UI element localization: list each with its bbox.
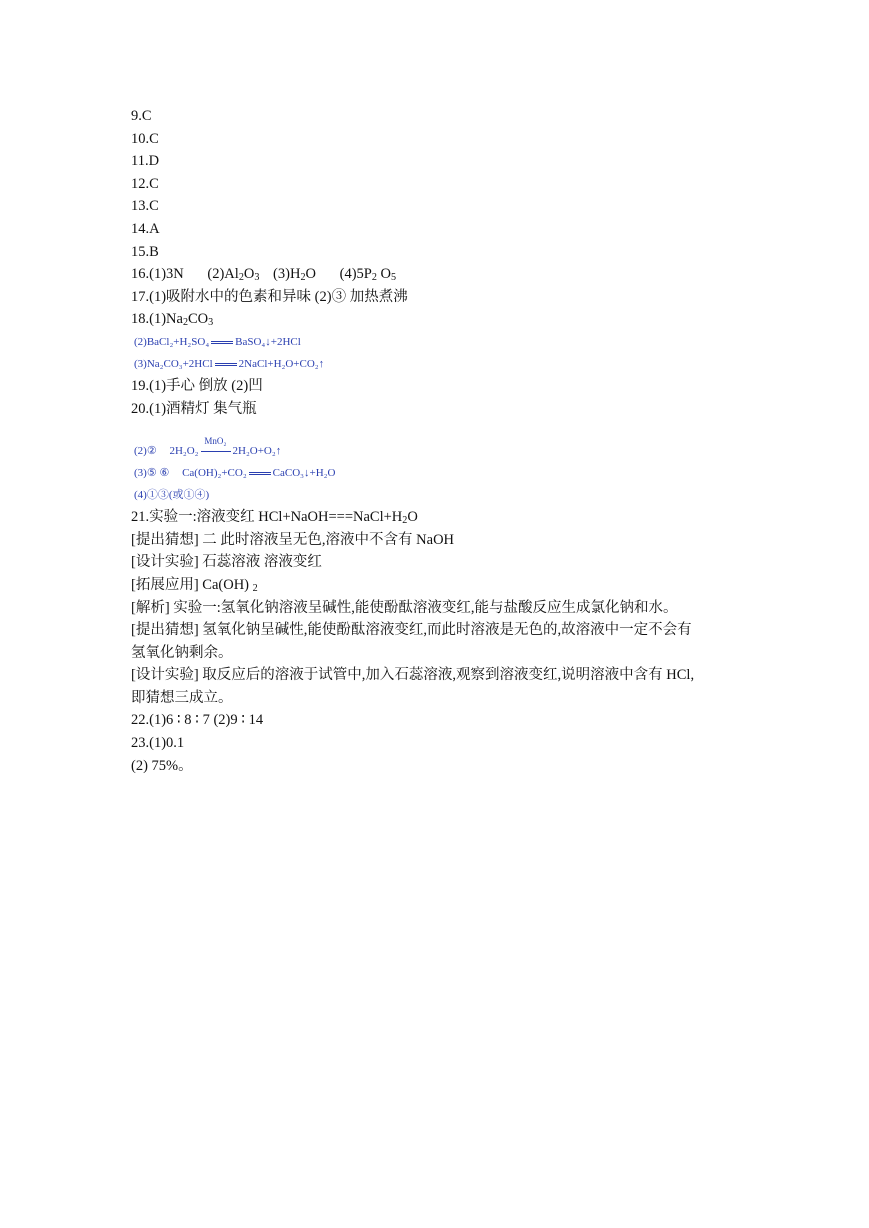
answer-list <box>131 105 751 777</box>
answer-21-analysis-design-cont: 即猜想三成立。 <box>131 689 233 706</box>
answer-18-equation-2: (2)BaCl₂+H₂SO₄ BaSO₄↓+2HCl <box>134 335 301 348</box>
answer-17: 17.(1)吸附水中的色素和异味 (2)③ 加热煮沸 <box>131 288 408 305</box>
answer-20-equation-3: (3)⑤ ⑥ Ca(OH)₂+CO₂ CaCO₃↓+H₂O <box>134 467 336 480</box>
answer-21-application: [拓展应用] Ca(OH) $_2$ <box>131 576 258 594</box>
answer-21-analysis-hypothesis: [提出猜想] 氢氧化钠呈碱性,能使酚酞溶液变红,而此时溶液是无色的,故溶液中一定不会有 <box>131 622 692 639</box>
answer-21-design: [设计实验] 石蕊溶液 溶液变红 <box>131 554 322 571</box>
answer-21-hypothesis: [提出猜想] 二 此时溶液呈无色,溶液中不含有 NaOH <box>131 531 455 548</box>
answer-21-analysis-design: [设计实验] 取反应后的溶液于试管中,加入石蕊溶液,观察到溶液变红,说明溶液中含有 HCl, <box>131 667 695 684</box>
answer-21-1: 21.实验一:溶液变红 $HCl+NaOH===NaCl+H_2O$ <box>131 509 418 527</box>
answer-11: 11.D <box>131 153 160 170</box>
answer-10: 10.C <box>131 130 159 147</box>
answer-18-equation-3: (3)Na₂CO₃+2HCl 2NaCl+H₂O+CO₂↑ <box>134 357 325 370</box>
answer-16: 16.(1)3N $(2)Al_2O_3$ $(3)H_2O$ $(4)5P_2$ $O_5$ <box>131 266 397 284</box>
answer-15: 15.B <box>131 243 159 260</box>
answer-20-4: (4)①③(或①④) <box>134 489 210 502</box>
equals-sign <box>215 363 237 366</box>
answer-12: 12.C <box>131 175 159 192</box>
answer-20-1: 20.(1)酒精灯 集气瓶 <box>131 400 257 417</box>
answer-20-equation-2: (2)② 2H₂O₂ MnO₂ 2H₂O+O₂↑ <box>131 440 751 462</box>
answer-21-analysis-hypothesis-cont: 氢氧化钠剩余。 <box>131 644 233 661</box>
answer-9: 9.C <box>131 108 152 124</box>
equals-sign <box>211 341 233 344</box>
answer-21-analysis: [解析] 实验一:氢氧化钠溶液呈碱性,能使酚酞溶液变红,能与盐酸反应生成氯化钠和水。 <box>131 599 678 616</box>
answer-13: 13.C <box>131 198 159 215</box>
equals-sign <box>249 472 271 475</box>
answer-14: 14.A <box>131 220 160 237</box>
answer-23-2: (2) 75%。 <box>131 757 193 774</box>
answer-18-1: $18.(1)Na_2CO_3$ <box>131 311 214 329</box>
answer-19: 19.(1)手心 倒放 (2)凹 <box>131 377 263 394</box>
catalyst-arrow: MnO₂ <box>201 440 231 462</box>
answer-23-1: 23.(1)0.1 <box>131 735 185 752</box>
answer-22: 22.(1)6 ∶ 8 ∶ 7 (2)9 ∶ 14 <box>131 712 264 729</box>
